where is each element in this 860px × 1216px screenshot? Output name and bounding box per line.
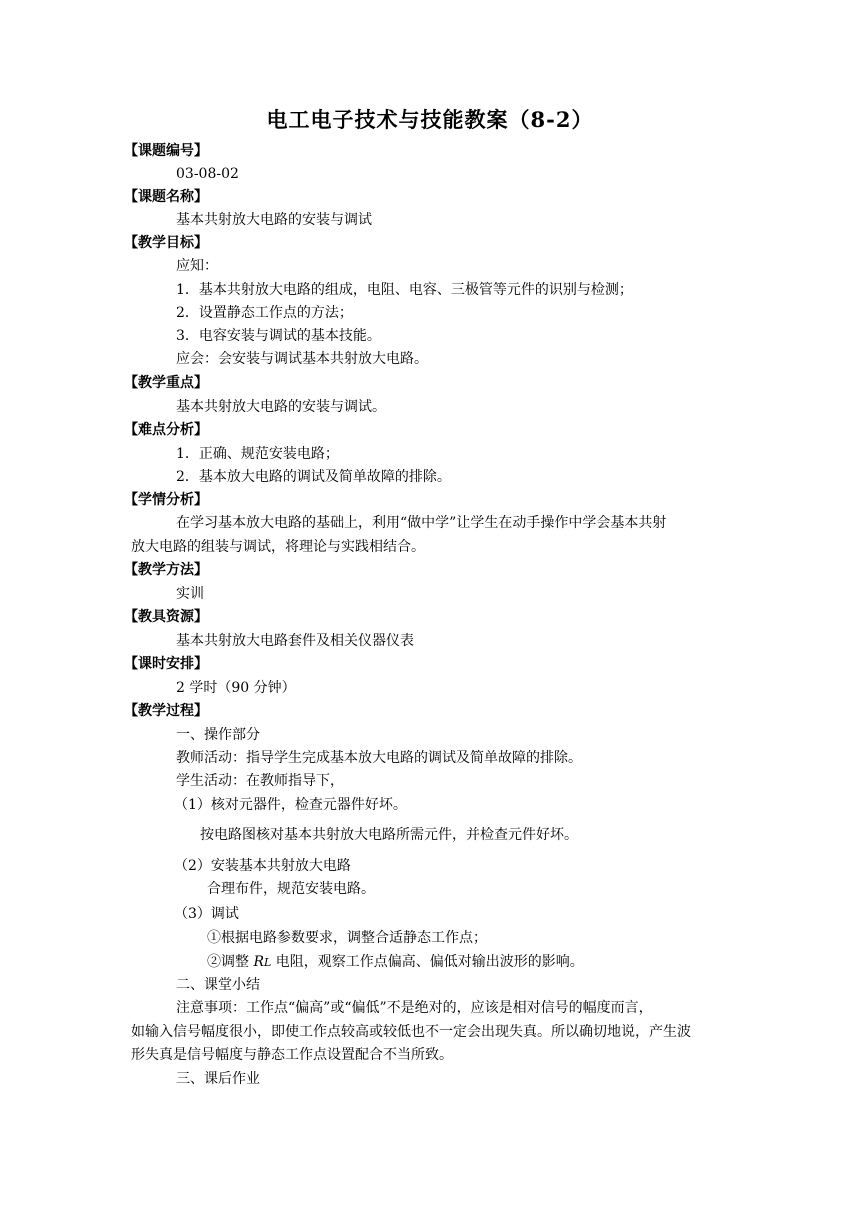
heading-topic-no: 【课题编号】 <box>124 143 208 159</box>
process-step-3: （3）调试 <box>174 906 239 922</box>
process-step-2: （2）安装基本共射放大电路 <box>174 858 351 874</box>
heading-goals: 【教学目标】 <box>124 235 208 251</box>
process-step-3-a: ①根据电路参数要求，调整合适静态工作点； <box>207 930 487 946</box>
step-3-b-prefix: ②调整 <box>207 954 254 970</box>
learner-line-1: 在学习基本放大电路的基础上，利用“做中学”让学生在动手操作中学会基本共射 <box>176 515 667 531</box>
process-step-3-b <box>207 953 584 972</box>
topic-no-value: 03-08-02 <box>176 166 239 182</box>
heading-resources: 【教具资源】 <box>124 609 208 625</box>
process-student: 学生活动：在教师指导下， <box>176 773 344 789</box>
step-3-b-suffix: 电阻，观察工作点偏高、偏低对输出波形的影响。 <box>271 954 584 970</box>
goals-item: 3．电容安装与调试的基本技能。 <box>176 328 381 344</box>
heading-key-points: 【教学重点】 <box>124 375 208 391</box>
key-points-value: 基本共射放大电路的安装与调试。 <box>176 399 386 415</box>
topic-name-value: 基本共射放大电路的安装与调试 <box>176 212 372 228</box>
goals-should: 应会：会安装与调试基本共射放大电路。 <box>176 351 428 367</box>
method-value: 实训 <box>176 586 204 602</box>
process-part-2: 二、课堂小结 <box>176 977 260 993</box>
heading-difficulties: 【难点分析】 <box>124 422 208 438</box>
difficulty-item: 2．基本放大电路的调试及简单故障的排除。 <box>176 469 451 485</box>
goals-know-label: 应知： <box>176 258 218 274</box>
heading-learner: 【学情分析】 <box>124 492 208 508</box>
process-part-3: 三、课后作业 <box>176 1071 260 1087</box>
process-step-2-detail: 合理布件，规范安装电路。 <box>207 881 375 897</box>
learner-line-2: 放大电路的组装与调试，将理论与实践相结合。 <box>131 539 425 555</box>
process-step-1: （1）核对元器件，检查元器件好坏。 <box>174 797 407 813</box>
heading-topic-name: 【课题名称】 <box>124 189 208 205</box>
process-part-1: 一、操作部分 <box>176 727 260 743</box>
resistor-subscript: L <box>264 956 272 969</box>
summary-note-line-3: 形失真是信号幅度与静态工作点设置配合不当所致。 <box>131 1047 453 1063</box>
resistor-symbol: R <box>253 954 264 970</box>
resources-value: 基本共射放大电路套件及相关仪器仪表 <box>176 633 414 649</box>
difficulty-item: 1．正确、规范安装电路； <box>176 446 339 462</box>
process-teacher: 教师活动：指导学生完成基本放大电路的调试及简单故障的排除。 <box>176 750 582 766</box>
process-step-1-detail: 按电路图核对基本共射放大电路所需元件，并检查元件好坏。 <box>200 827 578 843</box>
heading-process: 【教学过程】 <box>124 703 208 719</box>
goals-item: 2．设置静态工作点的方法； <box>176 305 353 321</box>
hours-value: 2 学时（90 分钟） <box>176 680 296 696</box>
summary-note-line-1: 注意事项：工作点“偏高”或“偏低”不是绝对的，应该是相对信号的幅度而言， <box>176 1000 653 1016</box>
heading-method: 【教学方法】 <box>124 562 208 578</box>
page-title: 电工电子技术与技能教案（8-2） <box>266 107 594 132</box>
heading-hours: 【课时安排】 <box>124 656 208 672</box>
goals-item: 1．基本共射放大电路的组成，电阻、电容、三极管等元件的识别与检测； <box>176 282 633 298</box>
summary-note-line-2: 如输入信号幅度很小，即使工作点较高或较低也不一定会出现失真。所以确切地说，产生波 <box>131 1024 691 1040</box>
